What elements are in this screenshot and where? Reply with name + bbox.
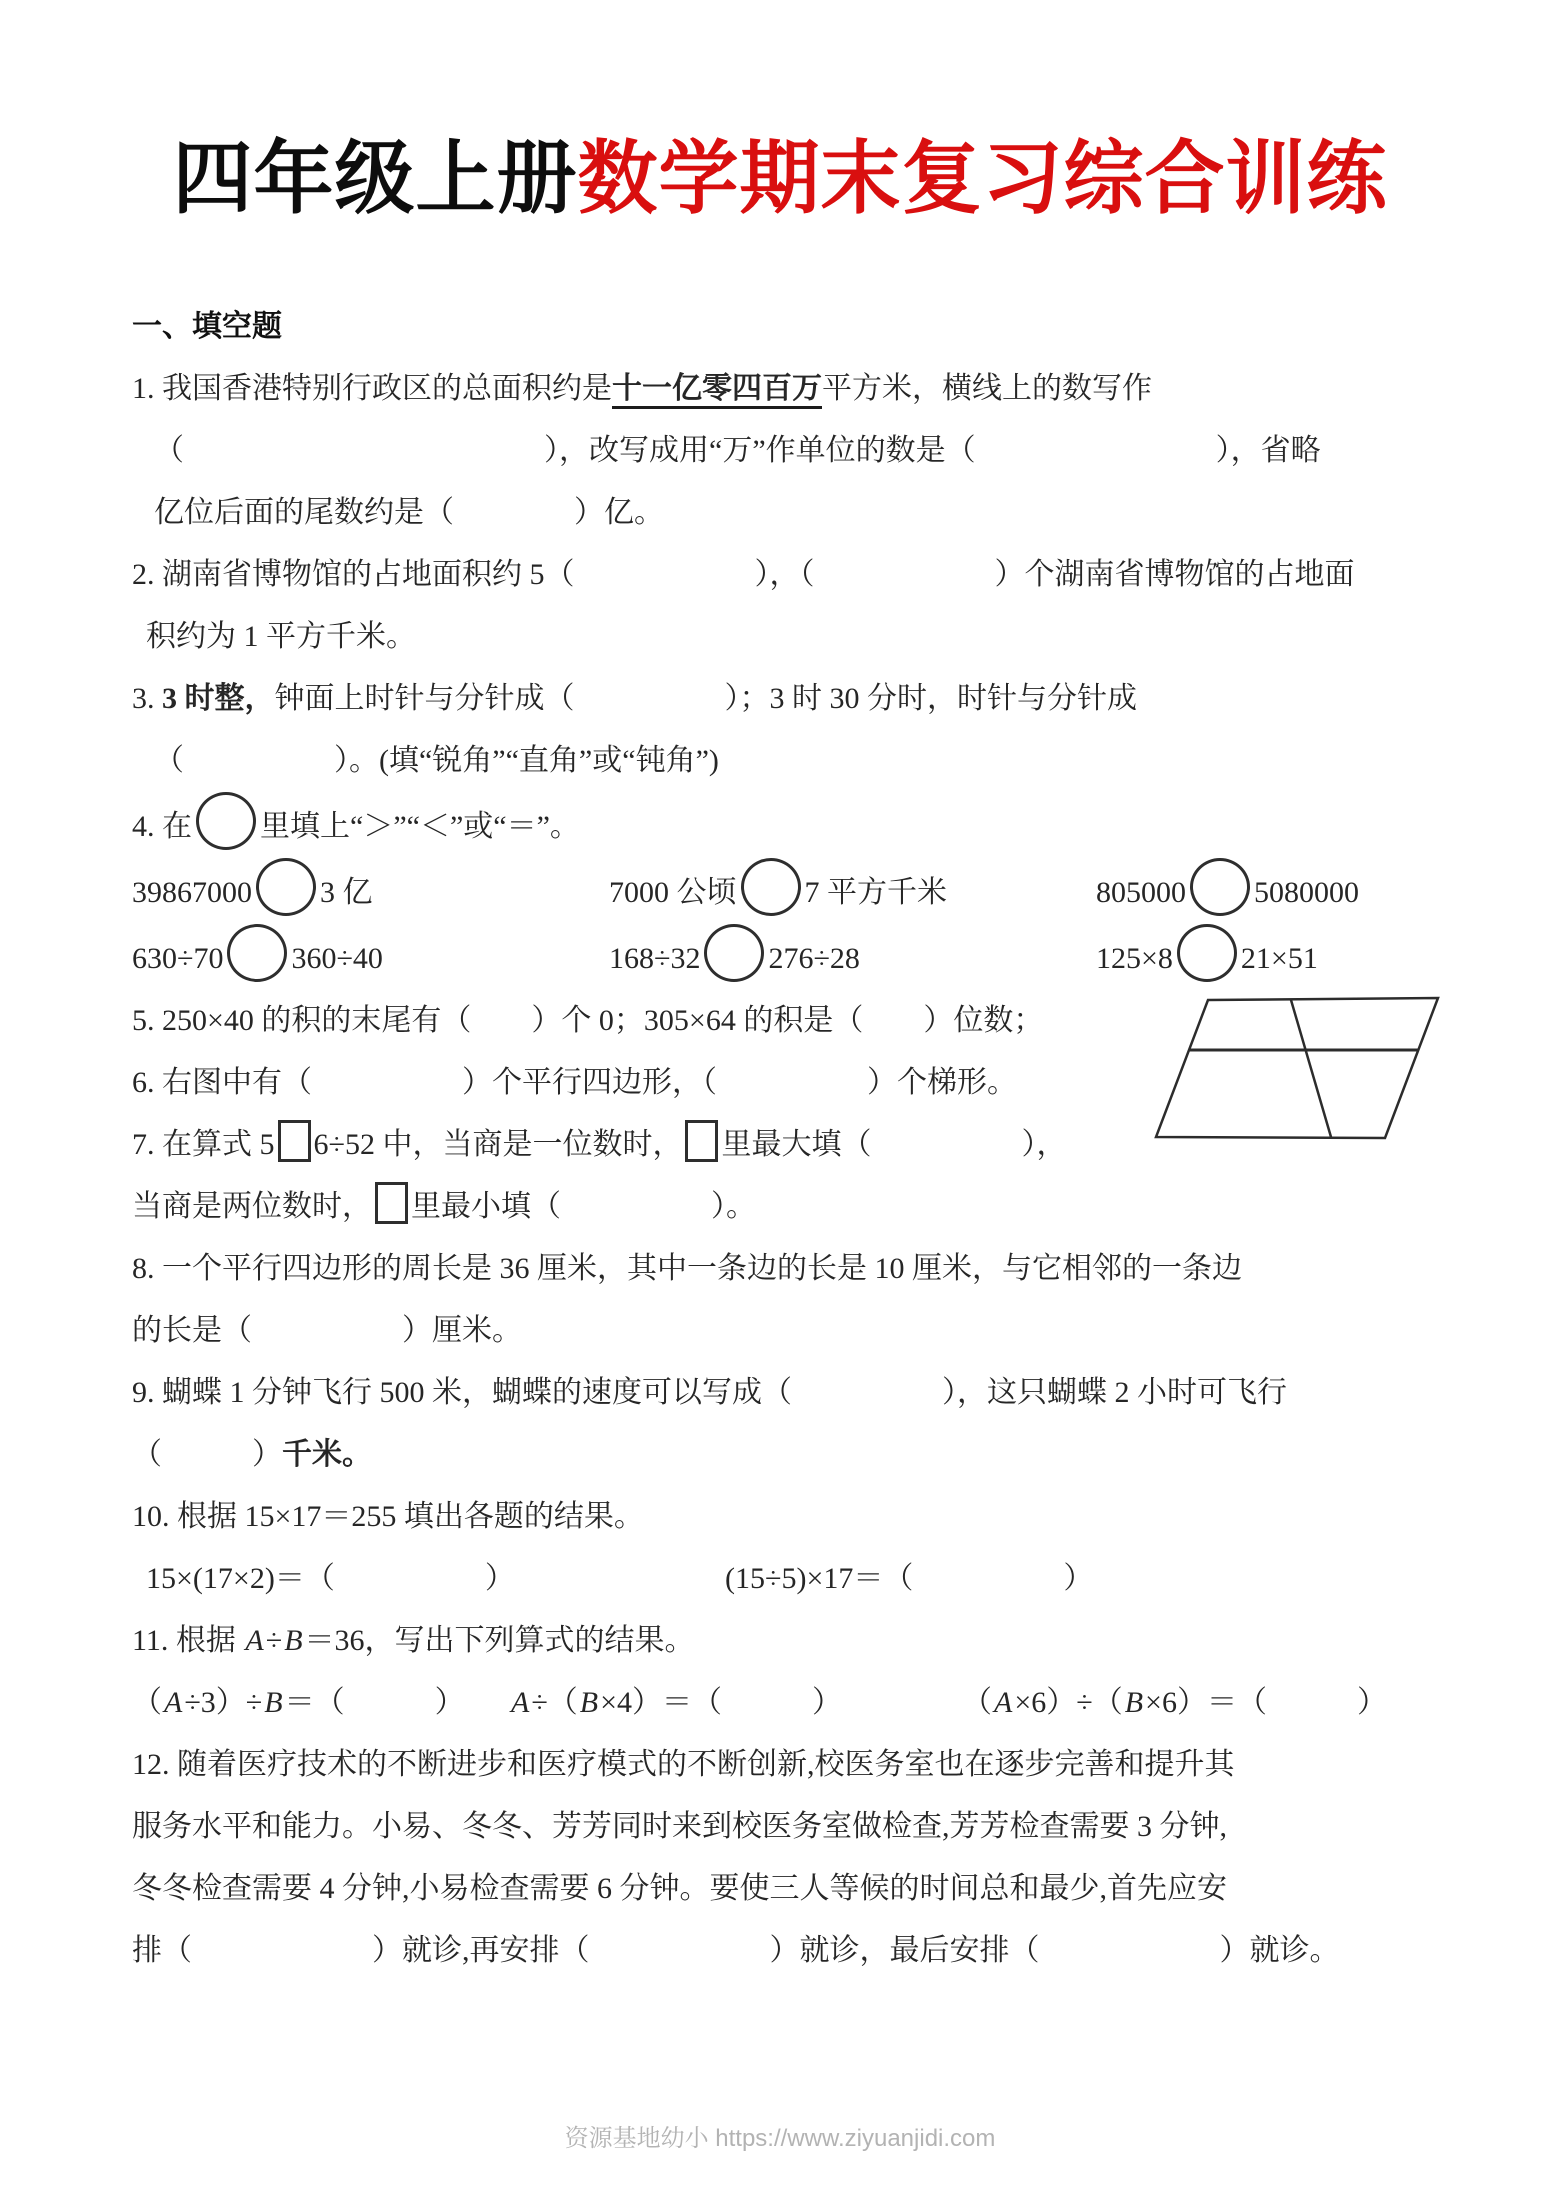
q3-line1 xyxy=(132,668,1450,730)
variable-b: B xyxy=(1124,1686,1144,1719)
expr-segment: ＝（ ） xyxy=(284,1686,465,1719)
compare-left-value: 630÷70 xyxy=(132,942,224,975)
q12-line4: 排（ ）就诊,再安排（ ）就诊，最后安排（ ）就诊。 xyxy=(132,1934,1340,1967)
compare-right-value: 21×51 xyxy=(1240,942,1318,975)
q11-line1 xyxy=(132,1610,1450,1672)
q7-text: 7. 在算式 5 xyxy=(132,1128,275,1161)
variable-a: A xyxy=(245,1624,264,1657)
comparison-circle-icon xyxy=(196,792,256,850)
title-subject-part: 数学期末复习综合训练 xyxy=(577,136,1388,224)
q1-line3: 亿位后面的尾数约是（ ）亿。 xyxy=(154,496,664,529)
slanted-divider-line xyxy=(1291,1000,1331,1137)
q9-blank: （ ） xyxy=(132,1438,282,1471)
expr-segment: ×6）＝（ ） xyxy=(1145,1686,1387,1719)
q12-line1: 12. 随着医疗技术的不断进步和医疗模式的不断创新,校医务室也在逐步完善和提升其 xyxy=(132,1748,1235,1781)
compare-right-value: 3 亿 xyxy=(320,876,373,909)
q3-bold-time: 3 时整， xyxy=(162,682,275,715)
q10-equations xyxy=(132,1548,1450,1610)
compare-left-value: 805000 xyxy=(1096,876,1186,909)
compare-right-value: 5080000 xyxy=(1254,876,1359,909)
q7-line2 xyxy=(132,1176,1450,1238)
comparison-circle-icon xyxy=(256,858,316,916)
variable-b: B xyxy=(284,1624,303,1657)
q4-compare-row-2 xyxy=(132,924,1450,990)
title-grade-part: 四年级上册 xyxy=(172,136,578,224)
q7-text2: 当商是两位数时， xyxy=(132,1190,372,1223)
compare-right-value: 360÷40 xyxy=(291,942,383,975)
compare-left-value: 125×8 xyxy=(1096,942,1173,975)
section-heading: 一、填空题 xyxy=(132,310,282,343)
q10-expression-1: 15×(17×2)＝（ ） xyxy=(146,1562,515,1595)
variable-b: B xyxy=(264,1686,283,1719)
expr-segment: ÷3）÷ xyxy=(184,1686,263,1719)
parallelogram-figure xyxy=(1148,985,1448,1150)
compare-item xyxy=(1096,942,1318,975)
q1-line1 xyxy=(132,358,1450,420)
q4-text-tail: 里填上“＞”“＜”或“＝”。 xyxy=(260,810,580,843)
q6-line1: 6. 右图中有（ ）个平行四边形，（ ）个梯形。 xyxy=(132,1066,1017,1099)
q7-text-mid: 6÷52 中，当商是一位数时， xyxy=(313,1128,683,1161)
q1-line2: （ ），改写成用“万”作单位的数是（ ），省略 xyxy=(154,434,1321,467)
comparison-circle-icon xyxy=(704,924,764,982)
q5-line1: 5. 250×40 的积的末尾有（ ）个 0；305×64 的积是（ ）位数； xyxy=(132,1004,1044,1037)
q1-text-tail: 平方米，横线上的数写作 xyxy=(822,372,1152,405)
q11-text: 11. 根据 xyxy=(132,1624,244,1657)
compare-item xyxy=(132,858,609,924)
variable-b: B xyxy=(579,1686,599,1719)
q12-line2: 服务水平和能力。小易、冬冬、芳芳同时来到校医务室做检查,芳芳检查需要 3 分钟, xyxy=(132,1810,1227,1843)
compare-item xyxy=(132,924,609,990)
q2-line2: 积约为 1 平方千米。 xyxy=(146,620,416,653)
comparison-circle-icon xyxy=(227,924,287,982)
q8-line1: 8. 一个平行四边形的周长是 36 厘米，其中一条边的长是 10 厘米，与它相邻的一条边 xyxy=(132,1252,1242,1285)
expr-segment: ×6）÷（ xyxy=(1014,1686,1123,1719)
q8-line2: 的长是（ ）厘米。 xyxy=(132,1314,522,1347)
expr-segment: （ xyxy=(132,1686,162,1719)
q12-line3: 冬冬检查需要 4 分钟,小易检查需要 6 分钟。要使三人等候的时间总和最少,首先应安 xyxy=(132,1872,1227,1905)
compare-right-value: 7 平方千米 xyxy=(804,876,947,909)
q4-text: 4. 在 xyxy=(132,810,192,843)
compare-item xyxy=(609,858,1096,924)
q1-text: 1. 我国香港特别行政区的总面积约是 xyxy=(132,372,612,405)
q11-equations xyxy=(132,1672,1450,1734)
q7-text-tail: 里最大填（ ）， xyxy=(721,1128,1067,1161)
compare-right-value: 276÷28 xyxy=(768,942,860,975)
page-title xyxy=(0,0,1560,224)
compare-item xyxy=(1096,876,1359,909)
variable-a: A xyxy=(511,1686,530,1719)
q11-text-tail: ＝36，写出下列算式的结果。 xyxy=(304,1624,695,1657)
blank-box-icon xyxy=(278,1120,311,1162)
blank-box-icon xyxy=(685,1120,718,1162)
q11-expression-2 xyxy=(509,1672,962,1734)
q2-line1: 2. 湖南省博物馆的占地面积约 5（ ），（ ）个湖南省博物馆的占地面 xyxy=(132,558,1355,591)
expr-segment: ÷（ xyxy=(531,1686,578,1719)
q3-text: 钟面上时针与分针成（ ）；3 时 30 分时，时针与分针成 xyxy=(274,682,1137,715)
q9-line1: 9. 蝴蝶 1 分钟飞行 500 米，蝴蝶的速度可以写成（ ），这只蝴蝶 2 小时可飞行 xyxy=(132,1376,1287,1409)
q4-compare-row-1 xyxy=(132,858,1450,924)
q9-bold-unit: 千米。 xyxy=(282,1438,372,1471)
q11-expression-3 xyxy=(962,1686,1387,1719)
variable-a: A xyxy=(164,1686,183,1719)
q10-expression-2: (15÷5)×17＝（ ） xyxy=(725,1562,1094,1595)
comparison-circle-icon xyxy=(1190,858,1250,916)
q7-text2-tail: 里最小填（ ）。 xyxy=(411,1190,756,1223)
q3-line2: （ ）。(填“锐角”“直角”或“钝角”) xyxy=(154,744,719,777)
q11-expression-1 xyxy=(132,1672,509,1734)
compare-left-value: 168÷32 xyxy=(609,942,701,975)
q9-line2 xyxy=(132,1424,1450,1486)
expr-segment: （ xyxy=(962,1686,992,1719)
compare-item xyxy=(609,924,1096,990)
q3-number: 3. xyxy=(132,682,162,715)
footer-watermark: 资源基地幼小 https://www.ziyuanjidi.com xyxy=(564,2125,996,2152)
expr-segment: ×4）＝（ ） xyxy=(600,1686,843,1719)
compare-left-value: 7000 公顷 xyxy=(609,876,737,909)
q4-line1 xyxy=(132,792,1450,858)
blank-box-icon xyxy=(375,1182,408,1224)
q1-underlined-number: 十一亿零四百万 xyxy=(612,372,822,409)
comparison-circle-icon xyxy=(1177,924,1237,982)
compare-left-value: 39867000 xyxy=(132,876,252,909)
comparison-circle-icon xyxy=(741,858,801,916)
q11-operator: ÷ xyxy=(265,1624,283,1657)
q10-line1: 10. 根据 15×17＝255 填出各题的结果。 xyxy=(132,1500,644,1533)
variable-a: A xyxy=(994,1686,1013,1719)
